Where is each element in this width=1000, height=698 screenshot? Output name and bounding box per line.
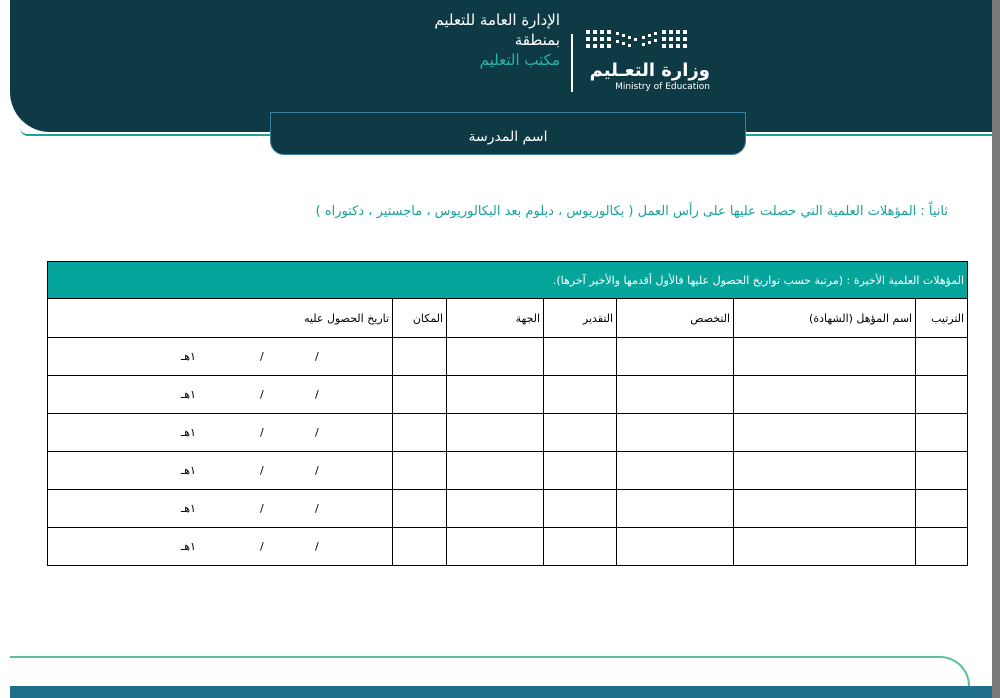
logo-name: وزارة التعـليم — [589, 60, 710, 81]
table-cell[interactable] — [617, 338, 734, 376]
date-separator: / — [315, 540, 319, 553]
date-separator: / — [260, 540, 264, 553]
table-cell[interactable] — [393, 452, 447, 490]
table-cell[interactable] — [544, 414, 617, 452]
table-row — [48, 376, 968, 414]
section-title: ثانياً : المؤهلات العلمية التي حصلت عليها على رأس العمل ( بكالوريوس ، دبلوم بعد البكالوريوس ، ماجستير ، دكتوراه ) — [315, 204, 948, 219]
table-caption-row — [48, 262, 968, 299]
table-cell[interactable] — [617, 376, 734, 414]
table-cell[interactable] — [734, 528, 916, 566]
date-cell[interactable] — [48, 490, 393, 528]
col-authority: الجهة — [447, 299, 544, 338]
table-cell[interactable] — [617, 414, 734, 452]
date-separator: / — [260, 464, 264, 477]
date-separator: / — [315, 426, 319, 439]
hijri-suffix: ١هـ — [181, 502, 196, 515]
table-cell[interactable] — [393, 414, 447, 452]
table-cell[interactable] — [916, 528, 968, 566]
header-divider — [571, 34, 573, 92]
col-date: تاريخ الحصول عليه — [48, 299, 393, 338]
hijri-suffix: ١هـ — [181, 350, 196, 363]
table-cell[interactable] — [734, 452, 916, 490]
table-row — [48, 338, 968, 376]
office-name: مكتب التعليم — [479, 51, 560, 69]
table-cell[interactable] — [916, 490, 968, 528]
table-cell[interactable] — [447, 528, 544, 566]
table-row — [48, 414, 968, 452]
date-cell[interactable] — [48, 452, 393, 490]
date-separator: / — [315, 350, 319, 363]
table-cell[interactable] — [447, 490, 544, 528]
col-order: الترتيب — [916, 299, 968, 338]
table-cell[interactable] — [447, 376, 544, 414]
date-separator: / — [315, 388, 319, 401]
table-cell[interactable] — [544, 452, 617, 490]
table-cell[interactable] — [393, 376, 447, 414]
table-cell[interactable] — [393, 338, 447, 376]
date-separator: / — [260, 388, 264, 401]
col-place: المكان — [393, 299, 447, 338]
school-name-tab — [270, 112, 746, 155]
table-cell[interactable] — [544, 490, 617, 528]
date-separator: / — [260, 502, 264, 515]
qualifications-table — [47, 261, 968, 566]
table-cell[interactable] — [916, 376, 968, 414]
table-cell[interactable] — [393, 490, 447, 528]
table-cell[interactable] — [447, 414, 544, 452]
table-row — [48, 528, 968, 566]
table-cell[interactable] — [544, 338, 617, 376]
date-separator: / — [260, 426, 264, 439]
hijri-suffix: ١هـ — [181, 464, 196, 477]
table-cell[interactable] — [916, 414, 968, 452]
table-cell[interactable] — [617, 452, 734, 490]
ministry-text — [320, 10, 560, 70]
table-cell[interactable] — [734, 376, 916, 414]
footer-band — [10, 686, 992, 698]
table-cell[interactable] — [734, 490, 916, 528]
col-qualification-name: اسم المؤهل (الشهادة) — [734, 299, 916, 338]
table-cell[interactable] — [617, 490, 734, 528]
hijri-suffix: ١هـ — [181, 388, 196, 401]
table-cell[interactable] — [916, 452, 968, 490]
table-cell[interactable] — [734, 338, 916, 376]
ministry-line1: الإدارة العامة للتعليم — [434, 11, 560, 29]
date-cell[interactable] — [48, 528, 393, 566]
date-separator: / — [315, 464, 319, 477]
ministry-line2: بمنطقة — [514, 31, 560, 49]
table-cell[interactable] — [544, 528, 617, 566]
col-grade: التقدير — [544, 299, 617, 338]
table-cell[interactable] — [916, 338, 968, 376]
table-cell[interactable] — [393, 528, 447, 566]
date-separator: / — [260, 350, 264, 363]
logo-english: Ministry of Education — [615, 82, 710, 92]
table-cell[interactable] — [447, 338, 544, 376]
col-specialization: التخصص — [617, 299, 734, 338]
hijri-suffix: ١هـ — [181, 540, 196, 553]
table-cell[interactable] — [617, 528, 734, 566]
table-row — [48, 490, 968, 528]
date-cell[interactable] — [48, 376, 393, 414]
table-row — [48, 452, 968, 490]
school-name-label: اسم المدرسة — [468, 129, 548, 145]
table-cell[interactable] — [447, 452, 544, 490]
date-separator: / — [315, 502, 319, 515]
date-cell[interactable] — [48, 338, 393, 376]
hijri-suffix: ١هـ — [181, 426, 196, 439]
table-header-row — [48, 299, 968, 338]
table-caption: المؤهلات العلمية الأخيرة : (مرتبة حسب تواريخ الحصول عليها فالأول أقدمها والأخير آخرها). — [48, 262, 968, 299]
table-cell[interactable] — [544, 376, 617, 414]
date-cell[interactable] — [48, 414, 393, 452]
table-cell[interactable] — [734, 414, 916, 452]
